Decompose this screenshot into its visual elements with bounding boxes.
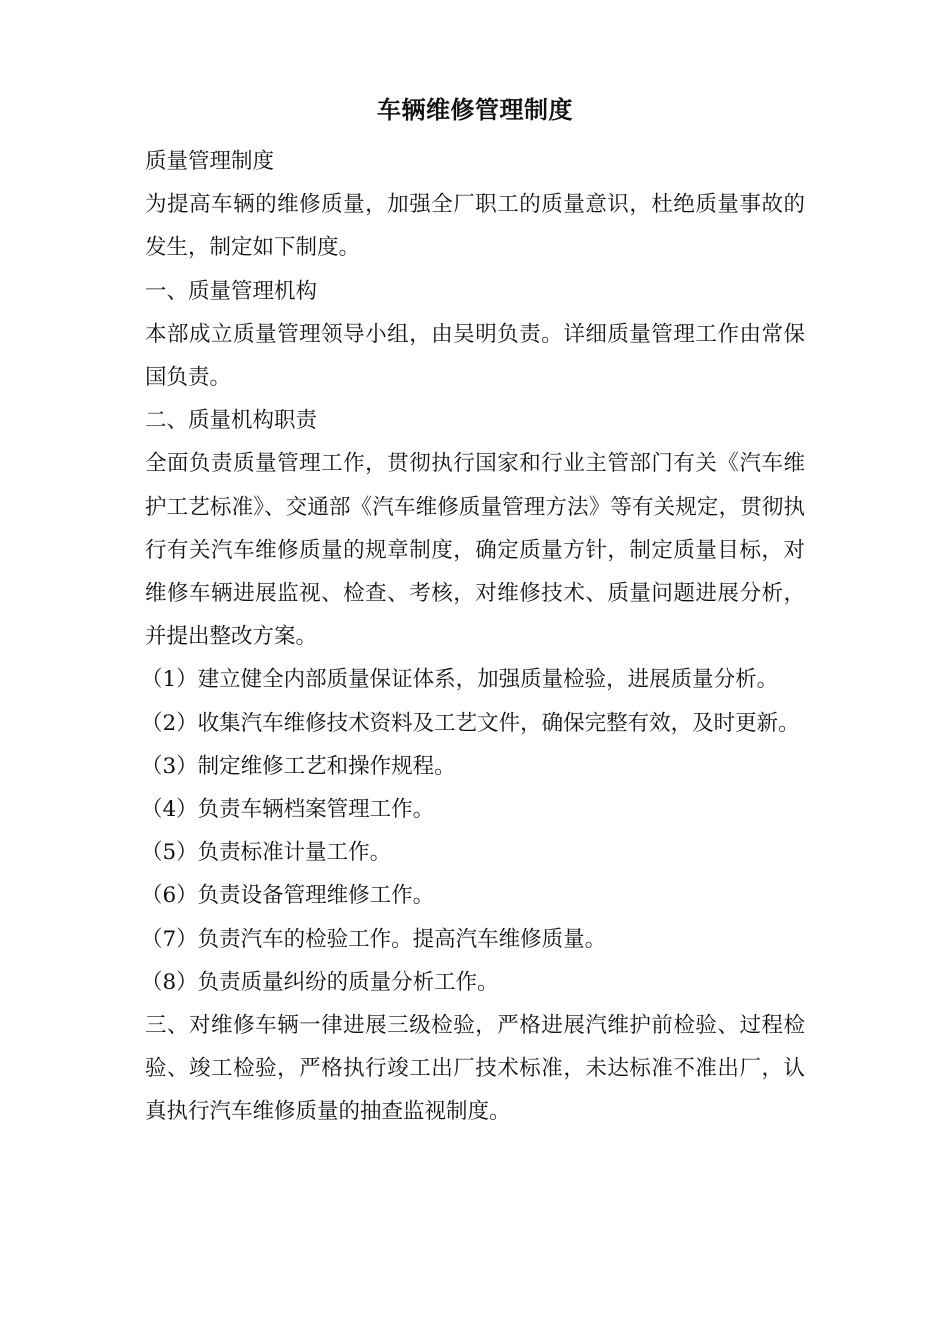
paragraph: 三、对维修车辆一律进展三级检验，严格进展汽维护前检验、过程检验、竣工检验，严格执行竣工出厂技术标准，未达标准不准出厂，认真执行汽车维修质量的抽查监视制度。 [145, 1013, 805, 1125]
paragraph: 本部成立质量管理领导小组，由吴明负责。详细质量管理工作由常保国负责。 [145, 321, 805, 391]
section-heading: 一、质量管理机构 [145, 278, 318, 304]
paragraph: 全面负责质量管理工作，贯彻执行国家和行业主管部门有关《汽车维护工艺标准》、交通部《汽车维修质量管理方法》等有关规定，贯彻执行有关汽车维修质量的规章制度，确定质量方针，制定质量目标，对维修车辆进展监视、检查、考核，对维修技术、质量问题进展分析，并提出整改方案。 [145, 451, 805, 650]
list-item: （6）负责设备管理维修工作。 [141, 883, 435, 909]
list-item: （2）收集汽车维修技术资料及工艺文件，确保完整有效，及时更新。 [141, 710, 800, 736]
paragraph: 为提高车辆的维修质量，加强全厂职工的质量意识，杜绝质量事故的发生，制定如下制度。 [145, 192, 805, 261]
document-title: 车辆维修管理制度 [377, 96, 573, 124]
document-body [141, 140, 805, 1134]
list-item: （4）负责车辆档案管理工作。 [141, 797, 435, 823]
list-item: （5）负责标准计量工作。 [141, 840, 392, 866]
list-item: （1）建立健全内部质量保证体系，加强质量检验，进展质量分析。 [141, 667, 779, 693]
list-item: （8）负责质量纠纷的质量分析工作。 [141, 969, 499, 995]
list-item: （3）制定维修工艺和操作规程。 [141, 753, 456, 779]
list-item: （7）负责汽车的检验工作。提高汽车维修质量。 [141, 926, 607, 952]
section-heading: 质量管理制度 [145, 149, 275, 174]
section-heading: 二、质量机构职责 [145, 408, 318, 434]
